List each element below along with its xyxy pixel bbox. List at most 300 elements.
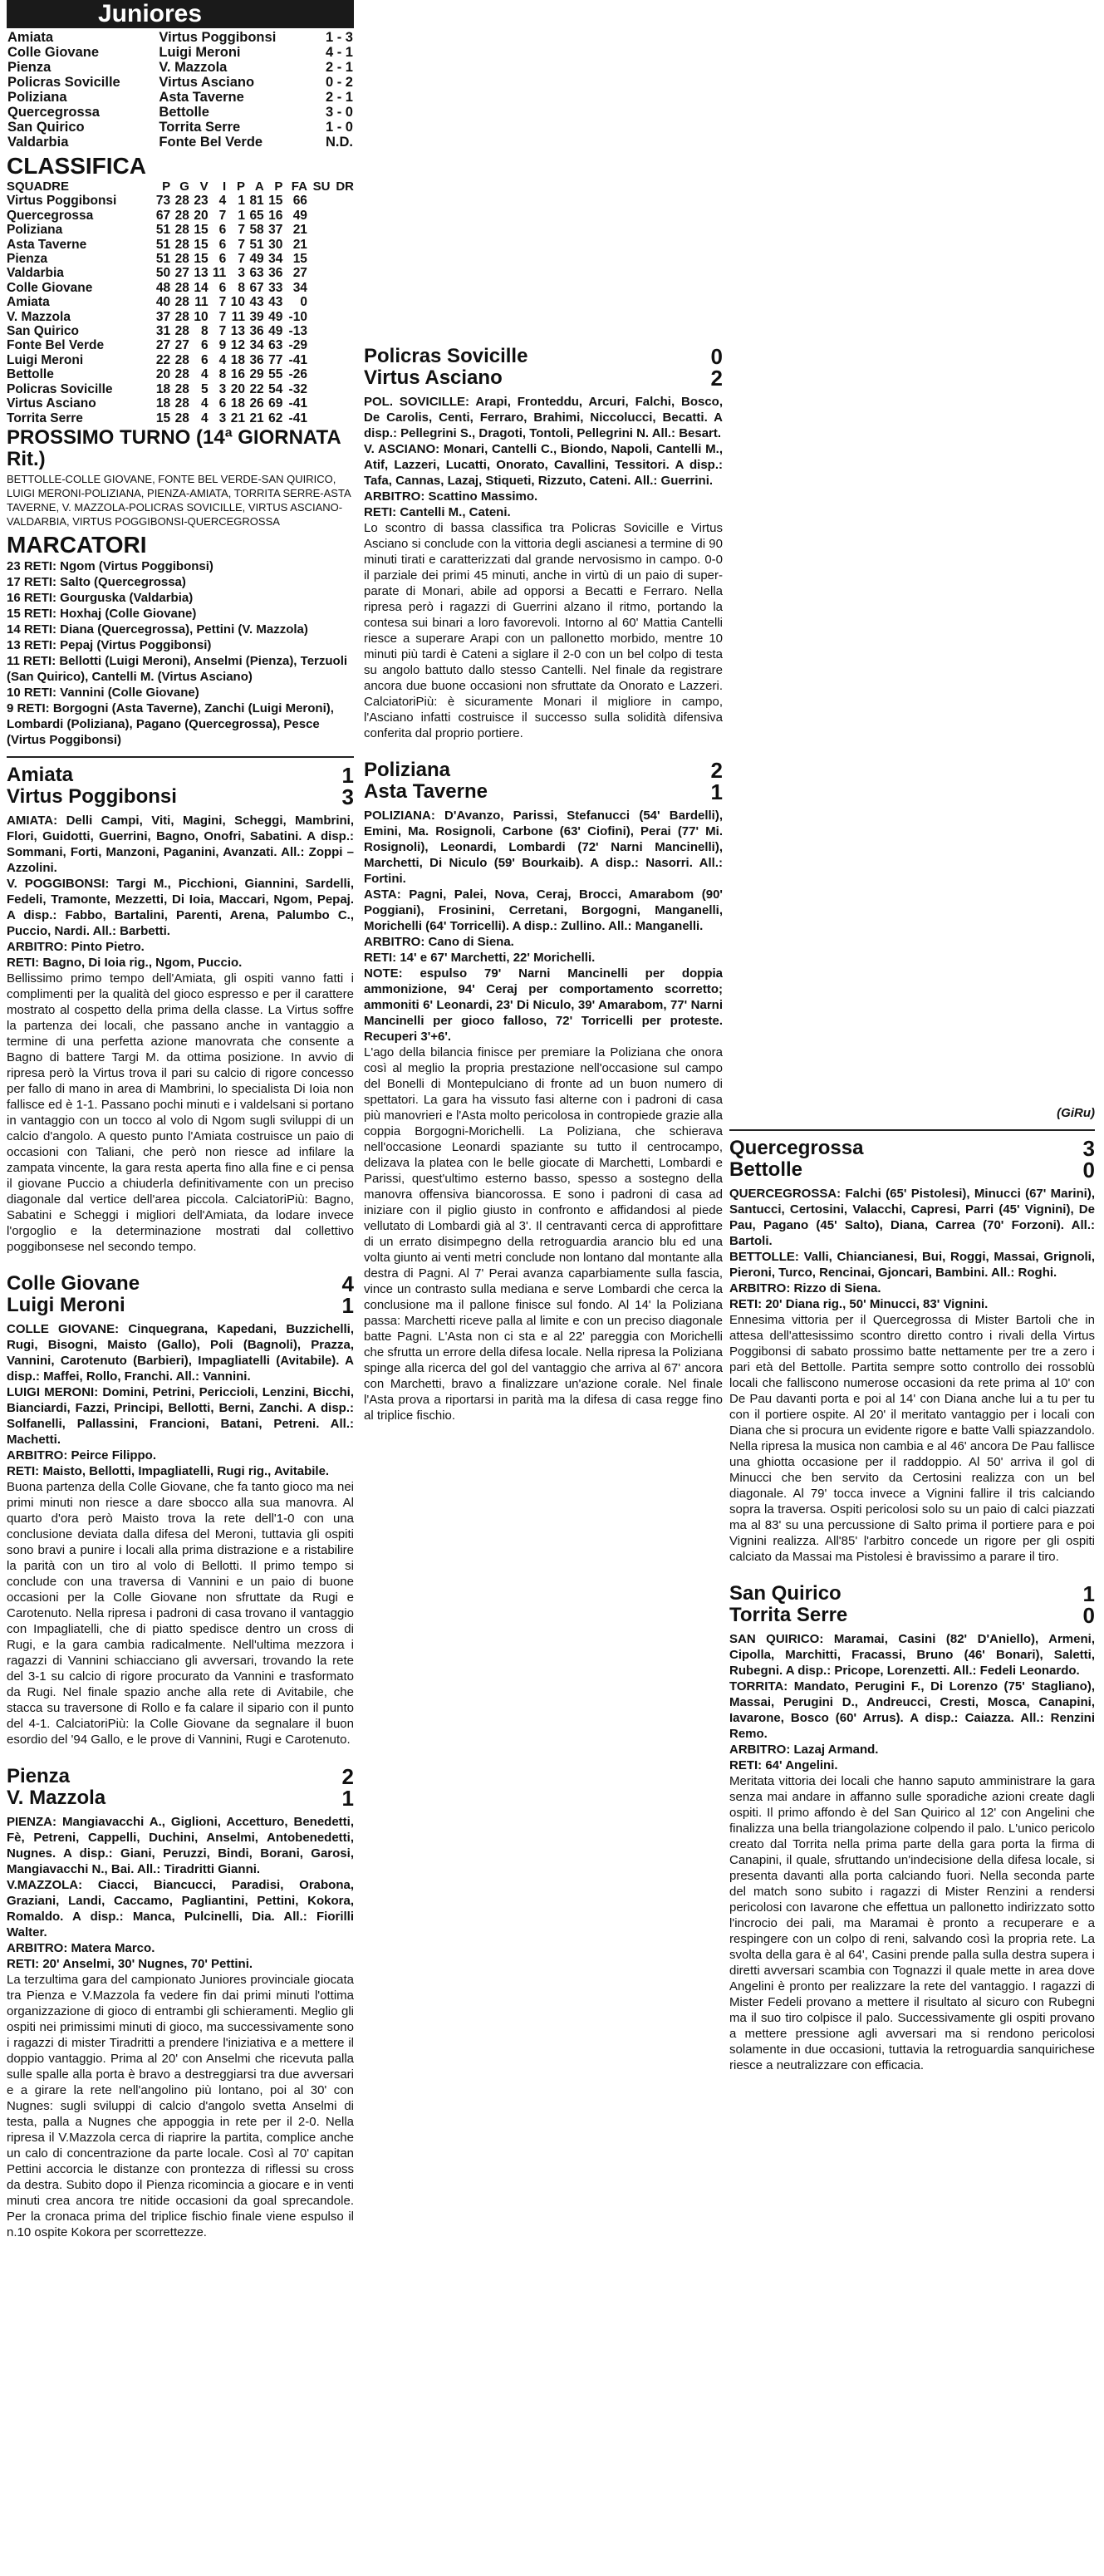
- stat-cell: 21: [292, 223, 307, 238]
- match-lineups: POL. SOVICILLE: Arapi, Fronteddu, Arcuri, Falchi, Bosco, De Carolis, Centi, Ferraro, Brahimi, Niccolucci, Becatti. A disp.: Pellegrini S., Dragoti, Tontoli, Pellegrini N. All.: Besart.: [364, 395, 723, 440]
- stat-cell: 29: [249, 367, 264, 382]
- stat-cell: 15: [155, 410, 171, 425]
- team-score: 3: [1082, 1136, 1095, 1161]
- stat-cell: 28: [174, 237, 189, 252]
- stat-cell: 13: [230, 324, 245, 339]
- team-name: Asta Taverne: [7, 237, 87, 252]
- column-3: [729, 0, 1095, 2073]
- team-name: Pienza: [7, 1764, 71, 1787]
- stat-cell: 37: [268, 223, 283, 238]
- result-away: Torrita Serre: [159, 120, 241, 135]
- result-score: 2 - 1: [325, 90, 353, 105]
- match-report: Meritata vittoria dei locali che hanno saputo amministrare la gara senza mai andare in affanno sulle sporadiche azioni create dagli ospiti. Il primo affondo è del San Quirico al 12' con Angelini che finalizza una bella triangolazione colpendo il palo. L'unico pericolo creato dal Torrita nella prima parte della gara porta la firma di Canapini, il quale, sfruttando un'indecisione della difesa locale, si presenta davanti alla porta calciando fuori. Nella seconda parte del match sono subito i ragazzi di Mister Renzini a rendersi pericolosi con Iavarone che effettua un pallonetto indirizzato sotto l'incrocio dei pali, ma Maramai è pronto a recuperare e a respingere con un colpo di reni, salvando così la propria rete. La svolta della gara è al 64', Casini prende palla sulla destra supera i diretti avversari scambia con Tognazzi il quale mette in area dove Angelini è pronto per realizzare la rete del vantaggio. I ragazzi di Mister Fedeli provano a mettere il risultato al sicuro con Rubegni ma il suo tiro colpisce il palo. Successivamente gli ospiti provano a mettere pressione agli avversari ma si rendono pericolosi solamente in due occasioni, tuttavia la retroguardia sanquirichese riesce a neutralizzare con efficacia.: [729, 1774, 1095, 2072]
- standings-row: [7, 310, 354, 324]
- stat-cell: 18: [155, 396, 171, 411]
- stat-cell: 18: [230, 396, 245, 411]
- standings-row: [7, 209, 354, 223]
- stat-cell: 27: [155, 338, 171, 353]
- match-team-row: [729, 1605, 1095, 1626]
- stat-cell: 4: [218, 352, 227, 367]
- stat-cell: 15: [268, 194, 283, 209]
- stat-cell: 33: [268, 280, 283, 295]
- team-score: 0: [1082, 1603, 1095, 1628]
- team-name: San Quirico: [729, 1582, 841, 1605]
- match-lineups2: LUIGI MERONI: Domini, Petrini, Periccioli, Lenzini, Bicchi, Bianciardi, Fazzi, Principi, Bellotti, Berni, Zanchi. A disp.: Solfanelli, Pallassini, Francioni, Batani, Petreni. All.: Machetti.: [7, 1384, 354, 1447]
- standings-row: [7, 252, 354, 266]
- stat-cell: 1: [238, 194, 245, 209]
- result-row: [7, 105, 354, 120]
- match-header: [729, 1583, 1095, 1626]
- match-pienza: [7, 1763, 354, 2240]
- stat-cell: 28: [174, 309, 189, 324]
- juniores-banner: Juniores: [7, 0, 354, 28]
- match-report: Lo scontro di bassa classifica tra Policras Sovicille e Virtus Asciano si conclude con la vittoria degli ascianesi a termine di 90 minuti tirati e caratterizzati dal grande nervosismo in campo. 0-0 il parziale dei primi 45 minuti, anche in virtù di un paio di super-parate di Monari, abile ad opporsi a Becatti e Ferraro. Nella ripresa però i ragazzi di Guerrini alzano il ritmo, portando la contesa sui binari a loro favorevoli. Intorno al 60' Mattia Cantelli riesce a superare Arapi con un pallonetto morbido, mentre 10 minuti più tardi è Cateni a siglare il 2-0 con un bel colpo di testa su angolo battuto dallo stesso Cantelli. Nel finale da registrare ancora due buone occasioni non sfruttate da Onorato e Lazzeri. CalciatoriPiù: è sicuramente Monari il migliore in campo, l'Asciano infatti costruisce il successo sulla solidità difensiva conferita dal proprio portiere.: [364, 521, 723, 740]
- team-name: Luigi Meroni: [7, 352, 84, 367]
- stat-cell: 11: [231, 309, 245, 324]
- stat-cell: 37: [155, 309, 171, 324]
- stat-cell: 39: [249, 309, 264, 324]
- team-score: 2: [710, 366, 723, 391]
- result-home: Valdarbia: [7, 135, 69, 150]
- match-goals: RETI: 20' Diana rig., 50' Minucci, 83' Vignini.: [729, 1297, 989, 1311]
- standings-header-cell: I: [223, 179, 227, 194]
- stat-cell: 4: [201, 410, 209, 425]
- team-name: Quercegrossa: [729, 1137, 864, 1159]
- standings-header: [7, 179, 354, 194]
- match-team-row: [7, 1292, 354, 1318]
- match-quercegrossa: [729, 1138, 1095, 1565]
- stat-cell: 26: [249, 396, 264, 411]
- match-policras: [364, 346, 723, 741]
- match-lineups: AMIATA: Delli Campi, Viti, Magini, Scheggi, Mambrini, Flori, Guidotti, Guerrini, Bagno, Onofri, Sabatini. A disp.: Sommani, Forti, Manzoni, Paganini, Avanzati. All.: Zoppi – Azzolini.: [7, 813, 354, 875]
- stat-cell: 8: [201, 324, 209, 339]
- divider: [729, 1129, 1095, 1131]
- stat-cell: 6: [218, 280, 227, 295]
- stat-cell: 67: [155, 208, 171, 223]
- match-lineups: COLLE GIOVANE: Cinquegrana, Kapedani, Buzzichelli, Rugi, Bisogni, Maisto (Gallo), Poli (Bagnoli), Prazza, Vannini, Carotenuto (Barbieri), Impagliatelli (Avitabile). A disp.: Maffei, Rollo, Franchi. All.: Vannini.: [7, 1321, 354, 1384]
- stat-cell: 27: [174, 338, 189, 353]
- match-lineups2: V. ASCIANO: Monari, Cantelli C., Biondo, Napoli, Cantelli M., Atif, Lazzeri, Lucatti, Onorato, Cavallini, Tessitori. A disp.: Tafa, Cannas, Lazaj, Stiqueti, Rizzuto, Cateni. All.: Guerrini.: [364, 442, 723, 488]
- stat-cell: 1: [238, 208, 245, 223]
- match-lineups: QUERCEGROSSA: Falchi (65' Pistolesi), Minucci (67' Marini), Santucci, Certosini, Valacchi, Capresi, Parri (45' Vignini), De Pau, Pagano (45' Salto), Diana, Carrea (70' Forzoni). All.: Bartoli.: [729, 1187, 1095, 1248]
- stat-cell: 20: [230, 381, 245, 396]
- stat-cell: 49: [268, 309, 283, 324]
- column-2: [364, 0, 723, 1423]
- match-goals: RETI: Bagno, Di Ioia rig., Ngom, Puccio.: [7, 955, 243, 970]
- standings-row: [7, 338, 354, 352]
- match-team-row: [364, 367, 723, 389]
- team-name: Policras Sovicille: [7, 381, 113, 396]
- result-home: Poliziana: [7, 90, 67, 105]
- stat-cell: 51: [155, 237, 171, 252]
- match-header: [7, 764, 354, 808]
- stat-cell: 11: [212, 266, 227, 281]
- match-referee: ARBITRO: Peirce Filippo.: [7, 1448, 157, 1463]
- stat-cell: 15: [194, 223, 209, 238]
- result-home: Policras Sovicille: [7, 75, 120, 90]
- standings-header-cell: G: [179, 179, 189, 194]
- stat-cell: 51: [155, 252, 171, 267]
- result-away: Virtus Poggibonsi: [159, 30, 277, 45]
- result-row: [7, 75, 354, 90]
- team-name: V. Mazzola: [7, 309, 71, 324]
- standings-row: [7, 266, 354, 280]
- result-home: Quercegrossa: [7, 105, 100, 120]
- stat-cell: 6: [218, 252, 227, 267]
- match-report: Ennesima vittoria per il Quercegrossa di Mister Bartoli che in attesa dell'attesissimo scontro diretto contro i rivali della Virtus Poggibonsi di sabato prossimo batte nettamente per tre a zero i pari età del Bettolle. Partita sempre sotto controllo dei rossoblù locali che falliscono numerose occasioni da rete prima al 10' con De Pau davanti porta e poi al 14' con Diana anche lui a tu per tu con il portiere ospite. Al 20' il meritato vantaggio per i locali con Diana che si procura un evidente rigore e batte Valli spiazzandolo. Nella ripresa la musica non cambia e al 46' ancora De Pau fallisce una ghiotta occasione per il raddoppio. Al 50' arriva il gol di Minucci che ben servito da Certosini realizza con un bel diagonale. Al 79' tocca invece a Vignini fallire il tris calciando sopra la traversa. Ospiti pericolosi solo su un paio di calci piazzati ma al 83' su una percussione di Salto prima il portiere para e poi Vignini realizza. All'85' l'arbitro concede un rigore per gli ospiti calciato da Massai ma Pistolesi è bravissimo a parare il tiro.: [729, 1313, 1095, 1564]
- stat-cell: 7: [238, 237, 245, 252]
- stat-cell: 36: [249, 352, 264, 367]
- stat-cell: 14: [194, 280, 209, 295]
- standings-row: [7, 411, 354, 425]
- stat-cell: 13: [194, 266, 209, 281]
- match-amiata: [7, 764, 354, 1255]
- stat-cell: 3: [238, 266, 245, 281]
- stat-cell: 12: [230, 338, 245, 353]
- standings-row: [7, 367, 354, 381]
- match-team-row: [364, 760, 723, 781]
- stat-cell: 36: [268, 266, 283, 281]
- stat-cell: 7: [218, 295, 227, 310]
- team-score: 3: [341, 784, 354, 809]
- standings-header-cell: P: [236, 179, 245, 194]
- stat-cell: 58: [249, 223, 264, 238]
- standings-header-cell: SU: [312, 179, 331, 194]
- scorer-line: 13 RETI: Pepaj (Virtus Poggibonsi): [7, 637, 212, 652]
- team-name: Quercegrossa: [7, 208, 94, 223]
- match-goals: RETI: 14' e 67' Marchetti, 22' Morichelli.: [364, 951, 596, 965]
- team-name: Torrita Serre: [729, 1604, 848, 1626]
- result-score: N.D.: [326, 135, 353, 150]
- stat-cell: -41: [288, 410, 307, 425]
- stat-cell: 7: [218, 324, 227, 339]
- stat-cell: 4: [201, 396, 209, 411]
- stat-cell: 31: [155, 324, 171, 339]
- stat-cell: 77: [268, 352, 283, 367]
- next-round-title: PROSSIMO TURNO (14ª GIORNATA Rit.): [7, 425, 341, 470]
- stat-cell: 21: [292, 237, 307, 252]
- stat-cell: 10: [230, 295, 245, 310]
- match-header: [729, 1138, 1095, 1181]
- match-team-row: [729, 1138, 1095, 1159]
- stat-cell: 36: [249, 324, 264, 339]
- stat-cell: 21: [230, 410, 245, 425]
- match-header: [364, 760, 723, 803]
- result-row: [7, 90, 354, 105]
- standings-row: [7, 295, 354, 309]
- match-goals: RETI: Cantelli M., Cateni.: [364, 505, 511, 519]
- stat-cell: 3: [218, 410, 227, 425]
- team-name: Poliziana: [7, 223, 63, 238]
- stat-cell: 0: [300, 295, 307, 310]
- standings-row: [7, 238, 354, 252]
- stat-cell: 15: [194, 237, 209, 252]
- stat-cell: 43: [268, 295, 283, 310]
- match-team-row: [7, 1787, 354, 1809]
- stat-cell: -13: [288, 324, 307, 339]
- match-report: L'ago della bilancia finisce per premiare la Poliziana che onora così al meglio la propria prestazione nell'occasione sul campo del Bonelli di Montepulciano di fronte ad un buon numero di spettatori. La gara ha vissuto fasi alterne con i padroni di casa più manovrieri e l'Asta molto pericolosa in contropiede grazie alla coppia Borgogni-Morichelli. La Poliziana, che schierava nell'occasione Leonardi spaziante su tutto il centrocampo, delizava la platea con le belle giocate di Marchetti, Lombardi e Parissi, quest'ultimo esterno basso, spesso a sostegno della manovra offensiva biancorossa. E sono i padroni di casa ad iniziare con il piglio giusto in confronto e affidandosi al piede vellutato di Lombardi già al 3'. Il centravanti cerca di approfittare di un errato disimpegno della retroguardia arancio blu ed una volta giunto ai venti metri conclude non lontano dal montante alla destra di Pagni. Al 7' Perai avanza caparbiamente sulla fascia, vince un contrasto sulla mediana e serve Lombardi che cerca la conclusione ma il pallone finisce sul fondo. Al 14' la Poliziana passa: Marchetti riceve palla al limite e con un preciso diagonale batte Pagni. L'Asta non ci sta e al 22' pareggia con Morichelli che sfrutta un errore della difesa locale. Nella ripresa la Poliziana spinge alla ricerca del gol del vantaggio che arriva al 67' ancora con Marchetti, bravo a finalizzare un'azione corale. Nel finale l'Asta prova a riportarsi in parità ma la difesa di casa regge fino al triplice fischio.: [364, 1045, 723, 1423]
- stat-cell: 20: [194, 208, 209, 223]
- stat-cell: 6: [201, 352, 209, 367]
- stat-cell: 34: [249, 338, 264, 353]
- stat-cell: 11: [194, 295, 209, 310]
- team-name: Pienza: [7, 252, 48, 267]
- match-team-row: [7, 1763, 354, 1789]
- team-name: V. Mazzola: [7, 1786, 106, 1809]
- match-sanquirico: [729, 1583, 1095, 2073]
- match-lineups2: TORRITA: Mandato, Perugini F., Di Lorenzo (75' Stagliano), Massai, Perugini D., Andreucci, Cresti, Mosca, Canapini, Iavarone, Bosco (60' Arrus). A disp.: Caiazza. All.: Renzini Remo.: [729, 1679, 1095, 1741]
- stat-cell: 28: [174, 295, 189, 310]
- stat-cell: 22: [249, 381, 264, 396]
- stat-cell: 6: [201, 338, 209, 353]
- stat-cell: 10: [194, 309, 209, 324]
- stat-cell: 81: [249, 194, 264, 209]
- stat-cell: 30: [268, 237, 283, 252]
- stat-cell: 28: [174, 367, 189, 382]
- results-table: [7, 30, 354, 150]
- stat-cell: 9: [218, 338, 227, 353]
- match-team-row: [7, 786, 354, 808]
- team-name: Bettolle: [7, 367, 54, 382]
- result-row: [7, 60, 354, 75]
- stat-cell: 15: [292, 252, 307, 267]
- team-name: Amiata: [7, 763, 74, 786]
- scorers-list: [7, 558, 354, 748]
- stat-cell: 28: [174, 208, 189, 223]
- result-score: 2 - 1: [325, 60, 353, 75]
- stat-cell: 34: [268, 252, 283, 267]
- match-goals: RETI: Maisto, Bellotti, Impagliatelli, Rugi rig., Avitabile.: [7, 1463, 330, 1478]
- stat-cell: 73: [155, 194, 171, 209]
- match-poliziana: [364, 760, 723, 1423]
- result-away: Bettolle: [159, 105, 209, 120]
- stat-cell: 51: [249, 237, 264, 252]
- stat-cell: 4: [201, 367, 209, 382]
- stat-cell: 62: [268, 410, 283, 425]
- match-header: [364, 346, 723, 389]
- team-name: Bettolle: [729, 1158, 803, 1181]
- standings-row: [7, 324, 354, 338]
- stat-cell: 22: [155, 352, 171, 367]
- match-report: La terzultima gara del campionato Juniores provinciale giocata tra Pienza e V.Mazzola fa vedere fin dai primi minuti l'ottima organizzazione di gioco di entrambi gli schieramenti. Meglio gli ospiti nei primissimi minuti di gioco, ma successivamente sono i ragazzi di mister Tiradritti a prendere l'iniziativa e a mettere il doppio vantaggio. Prima al 20' con Anselmi che ricevuta palla sulle spalle alla porta è bravo a destreggiarsi tra due avversari e a girare la rete nell'angolino più lontano, poi al 30' con Nugnes: sugli sviluppi di calcio d'angolo svetta Anselmi di testa, palla a Nugnes che appoggia in rete per il 2-0. Nella ripresa il V.Mazzola cerca di riaprire la partita, complice anche un calo di concentrazione da parte locale. Così al 70' capitan Pettini accorcia le distanze con prontezza di riflessi su cross da destra. Subito dopo il Pienza ricomincia a giocare e in venti minuti crea ancora tre nitide occasioni da goal sprecandole. Per la cronaca prima del triplice fischio finale viene espulso il n.10 ospite Kokora per scorrettezze.: [7, 1972, 354, 2239]
- stat-cell: -41: [288, 396, 307, 411]
- team-name: Virtus Poggibonsi: [7, 784, 177, 808]
- match-lineups2: V. POGGIBONSI: Targi M., Picchioni, Giannini, Sardelli, Fedeli, Tramonte, Mezzetti, Di Ioia, Maccari, Ngom, Pepaj. A disp.: Fabbo, Bartalini, Parenti, Arena, Palumbo C., Puccio, Nardi. All.: Barbetti.: [7, 876, 354, 938]
- stat-cell: 28: [174, 324, 189, 339]
- team-score: 0: [1082, 1158, 1095, 1182]
- standings-row: [7, 353, 354, 367]
- standings-header-cell: V: [199, 179, 209, 194]
- standings-header-cell: FA: [291, 179, 307, 194]
- result-row: [7, 30, 354, 45]
- stat-cell: 7: [218, 309, 227, 324]
- stat-cell: 63: [268, 338, 283, 353]
- stat-cell: 28: [174, 223, 189, 238]
- stat-cell: 15: [194, 252, 209, 267]
- standings-row: [7, 194, 354, 208]
- team-score: 4: [341, 1271, 354, 1296]
- stat-cell: 23: [194, 194, 209, 209]
- stat-cell: 21: [249, 410, 264, 425]
- stat-cell: 49: [292, 208, 307, 223]
- team-score: 1: [710, 779, 723, 804]
- match-team-row: [364, 346, 723, 367]
- marcatori-title: MARCATORI: [7, 531, 147, 558]
- stat-cell: -10: [288, 309, 307, 324]
- stat-cell: 28: [174, 252, 189, 267]
- stat-cell: -26: [288, 367, 307, 382]
- stat-cell: 18: [230, 352, 245, 367]
- standings-header-cell: P: [274, 179, 283, 194]
- team-name: Torrita Serre: [7, 410, 83, 425]
- stat-cell: -32: [288, 381, 307, 396]
- stat-cell: 50: [155, 266, 171, 281]
- match-lineups2: BETTOLLE: Valli, Chiancianesi, Bui, Roggi, Massai, Grignoli, Pieroni, Turco, Rencinai, Gjoncari, Bambini. All.: Roghi.: [729, 1250, 1095, 1280]
- match-goals: RETI: 20' Anselmi, 30' Nugnes, 70' Pettini.: [7, 1956, 253, 1971]
- match-lineups2: V.MAZZOLA: Ciacci, Biancucci, Paradisi, Orabona, Graziani, Landi, Caccamo, Pagliantini, Pettini, Kokora, Romaldo. A disp.: Manca, Pulcinelli, Dia. All.: Fiorilli Walter.: [7, 1877, 354, 1939]
- stat-cell: 7: [218, 208, 227, 223]
- team-name: Fonte Bel Verde: [7, 338, 105, 353]
- stat-cell: 28: [174, 194, 189, 209]
- match-referee: ARBITRO: Lazaj Armand.: [729, 1743, 879, 1757]
- team-name: Policras Sovicille: [364, 345, 528, 367]
- result-home: Colle Giovane: [7, 45, 100, 60]
- divider: [7, 756, 354, 758]
- result-home: San Quirico: [7, 120, 85, 135]
- stat-cell: 16: [230, 367, 245, 382]
- result-away: Virtus Asciano: [159, 75, 255, 90]
- team-name: San Quirico: [7, 324, 79, 339]
- result-home: Pienza: [7, 60, 52, 75]
- standings-row: [7, 223, 354, 237]
- stat-cell: 28: [174, 396, 189, 411]
- stat-cell: 54: [268, 381, 283, 396]
- stat-cell: 18: [155, 381, 171, 396]
- stat-cell: 7: [238, 223, 245, 238]
- stat-cell: 6: [218, 237, 227, 252]
- team-name: Valdarbia: [7, 266, 64, 281]
- stat-cell: 28: [174, 280, 189, 295]
- match-team-row: [7, 1273, 354, 1295]
- result-score: 1 - 3: [325, 30, 353, 45]
- match-notes: NOTE: espulso 79' Narni Mancinelli per doppia ammonizione, 94' Ceraj per comportamento scorretto; ammoniti 6' Leonardi, 23' Di Niculo, 39' Amarabom, 77' Narni Mancinelli per gioco falloso, 72' Torricelli per proteste. Recuperi 3'+6'.: [364, 966, 723, 1044]
- stat-cell: 65: [249, 208, 264, 223]
- team-name: Asta Taverne: [364, 780, 488, 803]
- result-home: Amiata: [7, 30, 54, 45]
- stat-cell: 4: [218, 194, 227, 209]
- result-score: 3 - 0: [325, 105, 353, 120]
- result-score: 1 - 0: [325, 120, 353, 135]
- result-away: Asta Taverne: [159, 90, 244, 105]
- stat-cell: 66: [292, 194, 307, 209]
- stat-cell: 20: [155, 367, 171, 382]
- result-away: V. Mazzola: [159, 60, 228, 75]
- result-score: 0 - 2: [325, 75, 353, 90]
- stat-cell: 28: [174, 410, 189, 425]
- standings-row: [7, 382, 354, 396]
- scorer-line: 23 RETI: Ngom (Virtus Poggibonsi): [7, 558, 213, 573]
- stat-cell: 40: [155, 295, 171, 310]
- standings-table: [7, 179, 354, 425]
- team-score: 2: [710, 758, 723, 783]
- match-lineups: PIENZA: Mangiavacchi A., Giglioni, Accetturo, Benedetti, Fè, Petreni, Cappelli, Duchini, Anselmi, Antobenedetti, Nugnes. A disp.: Giani, Peruzzi, Bindi, Borani, Garosi, Mangiavacchi N., Bai. All.: Tiradritti Gianni.: [7, 1814, 354, 1876]
- match-report: Buona partenza della Colle Giovane, che fa tanto gioco ma nei primi minuti non riesce a dare sbocco alla sua manovra. Al quarto d'ora però Maisto trova la rete dell'1-0 con una conclusione deviata dalla difesa del Meroni, tuttavia gli ospiti sono bravi a punire i locali alla prima distrazione e a ristabilire la parità con un tiro al volo di Bellotti. Il primo tempo si conclude con una traversa di Vannini e un paio di buone occasioni per la Colle Giovane non sfruttate da Rugi e Carotenuto. Nella ripresa i padroni di casa trovano il vantaggio con Impagliatelli, che di piatto spedisce dentro un cross di Rugi, e la gara cambia radicalmente. Nell'ultima mezzora i ragazzi di Vannini schiacciano gli avversari, trovando la rete del 3-1 su calcio di rigore procurato da Vannini e trasformato da Rugi. Nel finale spazio anche alla rete di Avitabile, che stacca su traversone di Rollo e fa calare il sipario con il punto del 4-1. CalciatoriPiù: la Colle Giovane da segnalare il buon esordio del '94 Gallo, e le prove di Vannini, Rugi e Carotenuto.: [7, 1479, 354, 1747]
- team-name: Colle Giovane: [7, 1271, 140, 1295]
- standings-header-cell: SQUADRE: [7, 179, 70, 194]
- match-team-row: [7, 764, 354, 786]
- standings-header-cell: A: [254, 179, 264, 194]
- stat-cell: 55: [268, 367, 283, 382]
- team-score: 1: [341, 1785, 354, 1811]
- team-score: 1: [341, 762, 354, 788]
- scorer-line: 15 RETI: Hoxhaj (Colle Giovane): [7, 606, 197, 621]
- stat-cell: 67: [249, 280, 264, 295]
- stat-cell: 8: [238, 280, 245, 295]
- result-row: [7, 120, 354, 135]
- result-row: [7, 45, 354, 60]
- stat-cell: 63: [249, 266, 264, 281]
- stat-cell: 48: [155, 280, 171, 295]
- result-score: 4 - 1: [325, 45, 353, 60]
- match-header: [7, 1763, 354, 1811]
- match-referee: ARBITRO: Cano di Siena.: [364, 935, 514, 949]
- team-name: Poliziana: [364, 759, 451, 781]
- match-report: Bellissimo primo tempo dell'Amiata, gli ospiti vanno fatti i complimenti per la qualità del gioco espresso e per il carattere mostrato al cospetto della prima della classe. La Virtus soffre la partenza dei locali, che passano anche in vantaggio a termine di una perfetta azione manovrata che consente a Bagno di battere Targi M. da ottima posizione. In avvio di ripresa però la Virtus trova il pari su calcio di rigore concesso per fallo di mano in area di Mambrini, lo specialista Di Ioia non fallisce ed è 1-1. Passano pochi minuti e i valdelsani si portano in vantaggio con un tocco al volo di Ngom sugli sviluppi di un calcio d'angolo. A questo punto l'Amiata costruisce un paio di occasioni con Taliani, che però non riesce ad infilare la zampata vincente, la gara resta aperta fino alla fine e ci pensa il giovane Puccio a chiuderla definitivamente con un preciso diagonale dal vertice dell'area piccola. CalciatoriPiù: Bagno, Sabatini e Scheggi i migliori dell'Amiata, da lodare invece l'orgoglio e la determinazione mostrati dal collettivo poggibonsese nel secondo tempo.: [7, 971, 354, 1254]
- stat-cell: 28: [174, 381, 189, 396]
- stat-cell: 6: [218, 396, 227, 411]
- stat-cell: 8: [218, 367, 227, 382]
- standings-header-cell: P: [162, 179, 171, 194]
- scorer-line: 16 RETI: Gourguska (Valdarbia): [7, 590, 194, 605]
- classifica-title: CLASSIFICA: [7, 153, 146, 179]
- result-away: Fonte Bel Verde: [159, 135, 263, 150]
- team-name: Luigi Meroni: [7, 1293, 125, 1316]
- column-1: [7, 0, 354, 2240]
- result-row: [7, 135, 354, 150]
- team-score: 0: [710, 344, 723, 369]
- stat-cell: -29: [288, 338, 307, 353]
- stat-cell: 27: [292, 266, 307, 281]
- match-referee: ARBITRO: Matera Marco.: [7, 1940, 155, 1955]
- result-away: Luigi Meroni: [159, 45, 241, 60]
- match-lineups: SAN QUIRICO: Maramai, Casini (82' D'Aniello), Armeni, Cipolla, Marchitti, Fracassi, Bruno (46' Bonari), Saletti, Rubegni. A disp.: Pricope, Lorenzetti. All.: Fedeli Leonardo.: [729, 1632, 1095, 1678]
- stat-cell: -41: [288, 352, 307, 367]
- team-name: Virtus Asciano: [7, 396, 96, 411]
- team-score: 1: [1082, 1581, 1095, 1606]
- match-goals: RETI: 64' Angelini.: [729, 1758, 838, 1772]
- team-score: 2: [341, 1763, 354, 1789]
- match-team-row: [729, 1583, 1095, 1605]
- match-lineups2: ASTA: Pagni, Palei, Nova, Ceraj, Brocci, Amarabom (90' Poggiani), Frosinini, Cerretani, Borgogni, Manganelli, Morichelli (64' Torricelli). A disp.: Zullino. All.: Manganelli.: [364, 887, 723, 933]
- stat-cell: 49: [268, 324, 283, 339]
- scorer-line: 11 RETI: Bellotti (Luigi Meroni), Anselmi (Pienza), Terzuoli (San Quirico), Cantelli M. (Virtus Asciano): [7, 653, 348, 684]
- stat-cell: 3: [218, 381, 227, 396]
- team-name: Virtus Asciano: [364, 366, 503, 389]
- stat-cell: 7: [238, 252, 245, 267]
- team-name: Colle Giovane: [7, 280, 93, 295]
- stat-cell: 28: [174, 352, 189, 367]
- stat-cell: 69: [268, 396, 283, 411]
- scorer-line: 14 RETI: Diana (Quercegrossa), Pettini (V. Mazzola): [7, 622, 308, 637]
- scorer-line: 10 RETI: Vannini (Colle Giovane): [7, 685, 199, 700]
- standings-header-cell: DR: [336, 179, 354, 194]
- stat-cell: 6: [218, 223, 227, 238]
- author-signature: (GiRu): [1057, 1106, 1095, 1120]
- scorer-line: 17 RETI: Salto (Quercegrossa): [7, 574, 186, 589]
- team-name: Amiata: [7, 295, 50, 310]
- stat-cell: 27: [174, 266, 189, 281]
- match-team-row: [364, 781, 723, 803]
